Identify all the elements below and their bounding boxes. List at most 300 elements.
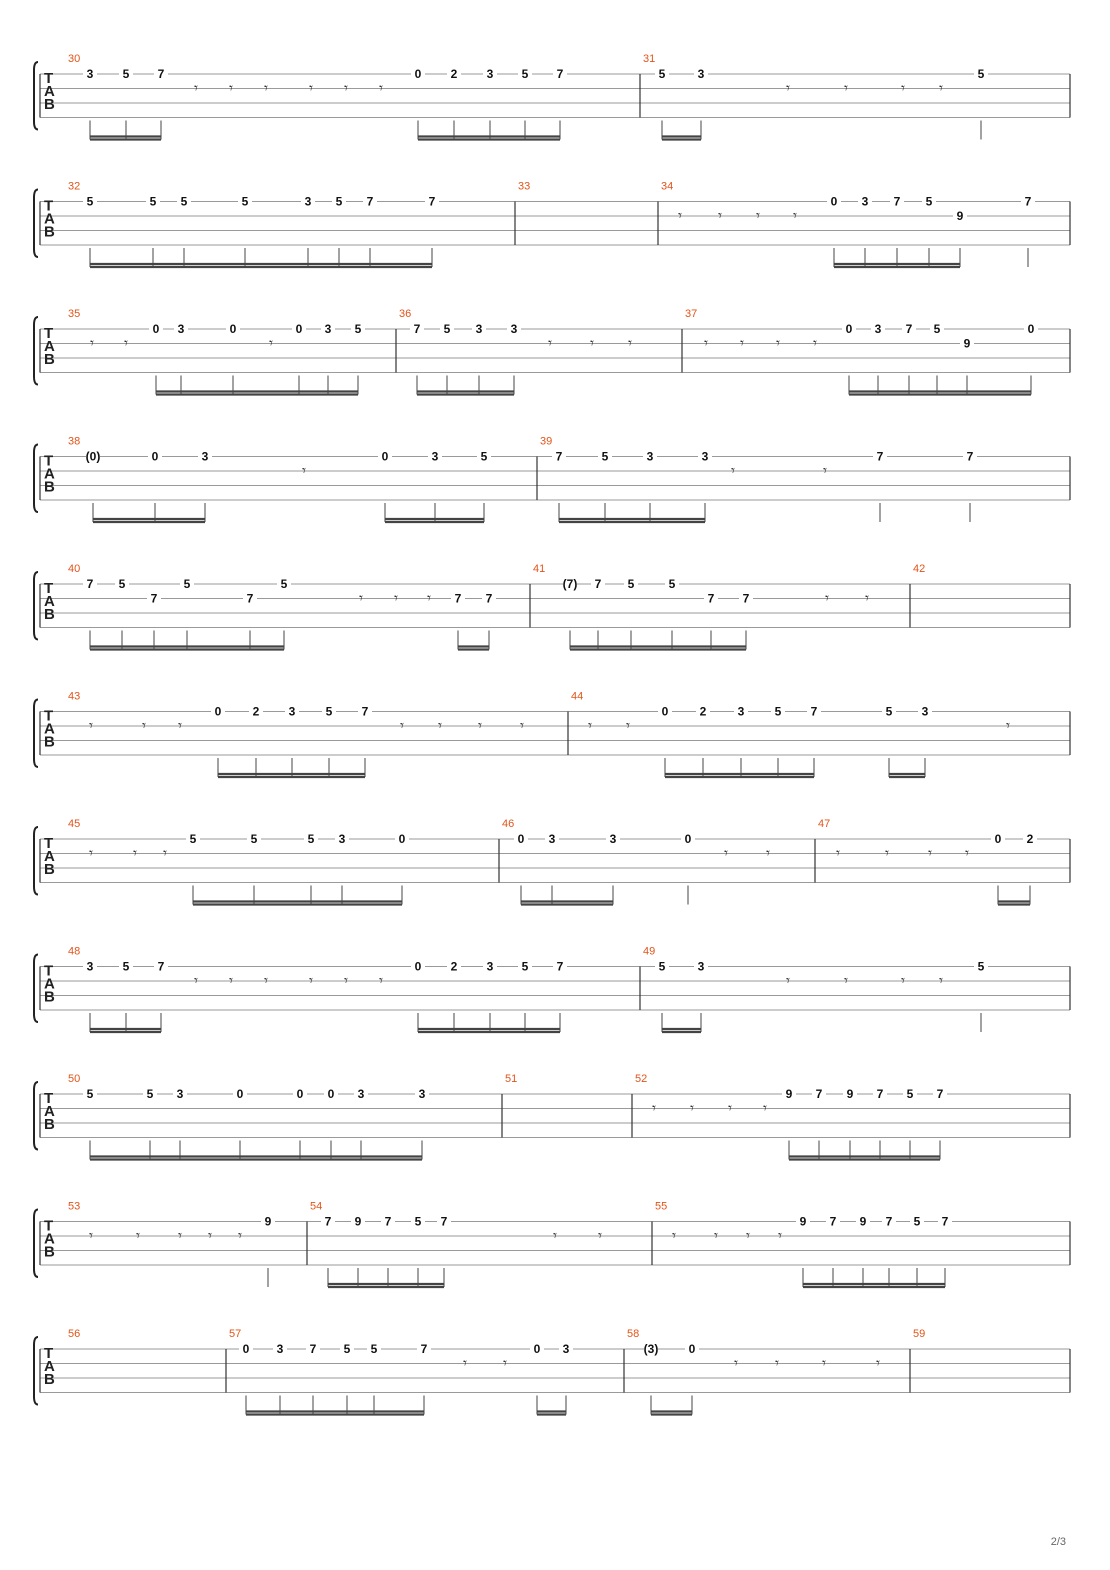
fret-number: 7 xyxy=(309,1342,317,1356)
fret-number: 0 xyxy=(533,1342,541,1356)
fret-number: 3 xyxy=(874,322,882,336)
measure-number: 59 xyxy=(913,1328,926,1340)
tab-clef: B xyxy=(44,351,55,368)
fret-number: 5 xyxy=(122,959,130,974)
measure-number: 50 xyxy=(68,1073,81,1085)
fret-number: 7 xyxy=(742,591,750,606)
rest-symbol: 𝄾 xyxy=(89,844,93,862)
fret-number: 0 xyxy=(414,67,422,81)
tab-clef: A xyxy=(44,1230,55,1248)
rest-symbol: 𝄾 xyxy=(400,716,404,735)
fret-number: 7 xyxy=(485,591,493,606)
fret-number: 5 xyxy=(885,704,893,719)
tab-clef: B xyxy=(44,96,55,113)
fret-number: 7 xyxy=(876,1087,884,1101)
tab-clef: B xyxy=(44,861,55,878)
rest-symbol: 𝄾 xyxy=(229,971,233,990)
fret-number: 0 xyxy=(236,1087,244,1101)
tab-clef: B xyxy=(44,478,55,496)
fret-number: 3 xyxy=(357,1087,365,1101)
fret-number: 5 xyxy=(521,67,529,81)
tab-clef: T xyxy=(44,325,54,342)
rest-symbol: 𝄾 xyxy=(724,844,728,862)
rest-symbol: 𝄾 xyxy=(939,971,943,990)
fret-number: 0 xyxy=(661,704,669,719)
measure-number: 45 xyxy=(68,818,81,830)
fret-number: 2 xyxy=(252,704,260,719)
measure-number: 47 xyxy=(818,818,831,830)
fret-number: 0 xyxy=(517,832,525,846)
fret-number: 3 xyxy=(177,322,185,336)
fret-number: 0 xyxy=(398,832,406,846)
measure-number: 37 xyxy=(685,308,698,320)
fret-number: 5 xyxy=(343,1342,351,1356)
tab-system xyxy=(34,946,1070,1033)
rest-symbol: 𝄾 xyxy=(89,1226,93,1245)
fret-number: 5 xyxy=(122,67,130,81)
fret-number: 5 xyxy=(925,194,933,209)
rest-symbol: 𝄾 xyxy=(718,206,722,225)
rest-symbol: 𝄾 xyxy=(344,971,348,990)
fret-number: 3 xyxy=(486,67,494,81)
fret-number: 5 xyxy=(627,577,635,591)
rest-symbol: 𝄾 xyxy=(786,971,790,990)
fret-number: 5 xyxy=(370,1342,378,1356)
fret-number: 0 xyxy=(994,832,1002,846)
fret-number: 5 xyxy=(414,1214,422,1229)
rest-symbol: 𝄾 xyxy=(678,206,682,225)
fret-number: 7 xyxy=(707,591,715,606)
rest-symbol: 𝄾 xyxy=(598,1226,602,1245)
rest-symbol: 𝄾 xyxy=(238,1226,242,1245)
measure-number: 51 xyxy=(505,1073,518,1085)
fret-number: 5 xyxy=(977,959,985,974)
fret-number: 0 xyxy=(151,449,159,464)
measure-number: 54 xyxy=(310,1200,323,1213)
rest-symbol: 𝄾 xyxy=(734,1354,738,1372)
fret-number: 0 xyxy=(414,959,422,974)
fret-number: 0 xyxy=(242,1342,250,1356)
fret-number: 3 xyxy=(276,1342,284,1356)
system-brace xyxy=(34,955,38,1023)
fret-number: 5 xyxy=(774,704,782,719)
fret-number: 5 xyxy=(146,1087,154,1101)
tab-clef: T xyxy=(44,197,54,215)
fret-number: 7 xyxy=(829,1214,837,1229)
rest-symbol: 𝄾 xyxy=(813,334,817,352)
rest-symbol: 𝄾 xyxy=(928,844,932,862)
tab-clef: A xyxy=(44,848,55,865)
rest-symbol: 𝄾 xyxy=(394,589,398,607)
tab-clef: A xyxy=(44,465,55,483)
tab-system xyxy=(34,563,1070,650)
rest-symbol: 𝄾 xyxy=(731,461,735,480)
rest-symbol: 𝄾 xyxy=(133,844,137,862)
rest-symbol: 𝄾 xyxy=(652,1099,656,1117)
rest-symbol: 𝄾 xyxy=(124,334,128,352)
fret-number: 5 xyxy=(250,832,258,846)
measure-number: 33 xyxy=(518,180,531,193)
measure-number: 43 xyxy=(68,690,81,703)
fret-number: 5 xyxy=(658,959,666,974)
fret-number: 7 xyxy=(966,449,974,464)
rest-symbol: 𝄾 xyxy=(503,1354,507,1372)
fret-number: 5 xyxy=(354,322,362,336)
rest-symbol: 𝄾 xyxy=(626,716,630,735)
system-brace xyxy=(34,62,38,130)
fret-number: (0) xyxy=(85,449,101,464)
system-brace xyxy=(34,1082,38,1150)
system-brace xyxy=(34,700,38,768)
rest-symbol: 𝄾 xyxy=(704,334,708,352)
fret-number: 3 xyxy=(431,449,439,464)
tab-clef: A xyxy=(44,83,55,100)
fret-number: 7 xyxy=(905,322,913,336)
rest-symbol: 𝄾 xyxy=(590,334,594,352)
tab-system xyxy=(34,1201,1070,1288)
fret-number: 5 xyxy=(325,704,333,719)
fret-number: 2 xyxy=(1026,832,1034,846)
fret-number: 3 xyxy=(697,959,705,974)
measure-number: 40 xyxy=(68,563,81,575)
fret-number: 0 xyxy=(1027,322,1035,336)
rest-symbol: 𝄾 xyxy=(163,844,167,862)
system-brace xyxy=(34,445,38,513)
fret-number: 9 xyxy=(859,1214,867,1229)
tab-system xyxy=(34,308,1070,395)
measure-number: 42 xyxy=(913,563,926,575)
rest-symbol: 𝄾 xyxy=(825,589,829,607)
rest-symbol: 𝄾 xyxy=(836,844,840,862)
tab-clef: A xyxy=(44,720,55,738)
fret-number: 3 xyxy=(418,1087,426,1101)
rest-symbol: 𝄾 xyxy=(763,1099,767,1117)
rest-symbol: 𝄾 xyxy=(822,1354,826,1372)
fret-number: 2 xyxy=(450,67,458,81)
fret-number: 3 xyxy=(86,959,94,974)
rest-symbol: 𝄾 xyxy=(885,844,889,862)
measure-number: 38 xyxy=(68,435,81,448)
fret-number: 3 xyxy=(324,322,332,336)
tab-clef: A xyxy=(44,1358,55,1375)
fret-number: 3 xyxy=(86,67,94,81)
fret-number: 5 xyxy=(86,1087,94,1101)
rest-symbol: 𝄾 xyxy=(463,1354,467,1372)
rest-symbol: 𝄾 xyxy=(264,79,268,97)
measure-number: 44 xyxy=(571,690,584,703)
fret-number: 3 xyxy=(562,1342,570,1356)
page-number: 2/3 xyxy=(1050,1536,1066,1548)
fret-number: (3) xyxy=(643,1342,659,1356)
measure-number: 48 xyxy=(68,945,81,958)
tab-clef: A xyxy=(44,593,55,610)
fret-number: 7 xyxy=(594,577,602,591)
rest-symbol: 𝄾 xyxy=(438,716,442,735)
fret-number: 5 xyxy=(913,1214,921,1229)
fret-number: 7 xyxy=(157,959,165,974)
fret-number: 7 xyxy=(885,1214,893,1229)
fret-number: 5 xyxy=(480,449,488,464)
fret-number: 7 xyxy=(86,577,94,591)
fret-number: 3 xyxy=(646,449,654,464)
fret-number: 2 xyxy=(699,704,707,719)
fret-number: 5 xyxy=(180,194,188,209)
fret-number: 3 xyxy=(176,1087,184,1101)
rest-symbol: 𝄾 xyxy=(478,716,482,735)
fret-number: 9 xyxy=(264,1214,272,1229)
tab-system xyxy=(34,53,1070,140)
tab-clef: T xyxy=(44,452,54,470)
system-brace xyxy=(34,317,38,385)
rest-symbol: 𝄾 xyxy=(844,971,848,990)
tab-system xyxy=(34,436,1070,523)
fret-number: 5 xyxy=(601,449,609,464)
fret-number: 5 xyxy=(658,67,666,81)
rest-symbol: 𝄾 xyxy=(965,844,969,862)
tab-clef: T xyxy=(44,1217,54,1235)
fret-number: 5 xyxy=(189,832,197,846)
fret-number: 3 xyxy=(861,194,869,209)
fret-number: 3 xyxy=(288,704,296,719)
tab-clef: T xyxy=(44,962,54,980)
fret-number: 7 xyxy=(876,449,884,464)
rest-symbol: 𝄾 xyxy=(876,1354,880,1372)
rest-symbol: 𝄾 xyxy=(344,79,348,97)
rest-symbol: 𝄾 xyxy=(379,971,383,990)
rest-symbol: 𝄾 xyxy=(178,1226,182,1245)
tab-clef: A xyxy=(44,975,55,993)
rest-symbol: 𝄾 xyxy=(553,1226,557,1245)
measure-number: 34 xyxy=(661,180,674,193)
fret-number: 5 xyxy=(118,577,126,591)
fret-number: 3 xyxy=(338,832,346,846)
measure-number: 30 xyxy=(68,53,81,65)
fret-number: 7 xyxy=(556,67,564,81)
rest-symbol: 𝄾 xyxy=(672,1226,676,1245)
rest-symbol: 𝄾 xyxy=(776,334,780,352)
rest-symbol: 𝄾 xyxy=(142,716,146,735)
rest-symbol: 𝄾 xyxy=(379,79,383,97)
fret-number: 0 xyxy=(214,704,222,719)
rest-symbol: 𝄾 xyxy=(136,1226,140,1245)
measure-number: 36 xyxy=(399,308,412,320)
measure-number: 39 xyxy=(540,435,553,448)
rest-symbol: 𝄾 xyxy=(89,716,93,735)
measure-number: 32 xyxy=(68,180,81,193)
measure-number: 58 xyxy=(627,1328,640,1340)
fret-number: 7 xyxy=(413,322,421,336)
tab-clef: T xyxy=(44,835,54,852)
fret-number: 5 xyxy=(86,194,94,209)
tab-clef: B xyxy=(44,223,55,241)
system-brace xyxy=(34,1210,38,1278)
tab-clef: T xyxy=(44,1345,54,1362)
tab-clef: A xyxy=(44,210,55,228)
fret-number: 7 xyxy=(428,194,436,209)
rest-symbol: 𝄾 xyxy=(309,79,313,97)
tab-clef: B xyxy=(44,733,55,751)
fret-number: 3 xyxy=(475,322,483,336)
tab-clef: T xyxy=(44,580,54,597)
tab-clef: T xyxy=(44,707,54,725)
fret-number: 9 xyxy=(956,209,964,223)
fret-number: 7 xyxy=(810,704,818,719)
fret-number: 3 xyxy=(609,832,617,846)
fret-number: 7 xyxy=(556,959,564,974)
measure-number: 52 xyxy=(635,1073,648,1085)
measure-number: 49 xyxy=(643,945,656,958)
fret-number: 7 xyxy=(150,591,158,606)
measure-number: 57 xyxy=(229,1328,242,1340)
tab-clef: B xyxy=(44,606,55,623)
rest-symbol: 𝄾 xyxy=(264,971,268,990)
fret-number: 3 xyxy=(201,449,209,464)
fret-number: 0 xyxy=(830,194,838,209)
tab-clef: B xyxy=(44,1116,55,1133)
rest-symbol: 𝄾 xyxy=(778,1226,782,1245)
tab-system xyxy=(34,1073,1070,1160)
rest-symbol: 𝄾 xyxy=(90,334,94,352)
fret-number: 9 xyxy=(963,336,971,351)
rest-symbol: 𝄾 xyxy=(714,1226,718,1245)
fret-number: 7 xyxy=(454,591,462,606)
fret-number: 0 xyxy=(688,1342,696,1356)
fret-number: 0 xyxy=(296,1087,304,1101)
fret-number: 5 xyxy=(906,1087,914,1101)
fret-number: 9 xyxy=(846,1087,854,1101)
measure-number: 56 xyxy=(68,1328,81,1340)
rest-symbol: 𝄾 xyxy=(208,1226,212,1245)
fret-number: 7 xyxy=(1024,194,1032,209)
tab-system xyxy=(34,181,1070,268)
fret-number: 5 xyxy=(668,577,676,591)
fret-number: 5 xyxy=(977,67,985,81)
fret-number: 9 xyxy=(354,1214,362,1229)
fret-number: 7 xyxy=(815,1087,823,1101)
tab-system xyxy=(34,1328,1070,1415)
fret-number: 5 xyxy=(149,194,157,209)
measure-number: 53 xyxy=(68,1200,81,1213)
rest-symbol: 𝄾 xyxy=(427,589,431,607)
fret-number: 5 xyxy=(241,194,249,209)
fret-number: 3 xyxy=(737,704,745,719)
fret-number: 5 xyxy=(443,322,451,336)
fret-number: 9 xyxy=(785,1087,793,1101)
tab-system xyxy=(34,818,1070,905)
fret-number: 7 xyxy=(157,67,165,81)
fret-number: 0 xyxy=(845,322,853,336)
fret-number: 5 xyxy=(183,577,191,591)
fret-number: 0 xyxy=(327,1087,335,1101)
fret-number: 5 xyxy=(335,194,343,209)
fret-number: 2 xyxy=(450,959,458,974)
measure-number: 35 xyxy=(68,308,81,320)
rest-symbol: 𝄾 xyxy=(194,971,198,990)
tab-clef: T xyxy=(44,70,54,87)
fret-number: 7 xyxy=(324,1214,332,1229)
tab-clef: A xyxy=(44,1103,55,1120)
fret-number: 7 xyxy=(420,1342,428,1356)
rest-symbol: 𝄾 xyxy=(359,589,363,607)
fret-number: 0 xyxy=(381,449,389,464)
rest-symbol: 𝄾 xyxy=(628,334,632,352)
tab-system xyxy=(34,691,1070,778)
rest-symbol: 𝄾 xyxy=(901,971,905,990)
rest-symbol: 𝄾 xyxy=(865,589,869,607)
fret-number: 7 xyxy=(246,591,254,606)
measure-number: 55 xyxy=(655,1200,668,1213)
measure-number: 41 xyxy=(533,563,546,575)
fret-number: 3 xyxy=(548,832,556,846)
rest-symbol: 𝄾 xyxy=(766,844,770,862)
fret-number: 5 xyxy=(521,959,529,974)
fret-number: 7 xyxy=(936,1087,944,1101)
system-brace xyxy=(34,827,38,895)
rest-symbol: 𝄾 xyxy=(793,206,797,225)
fret-number: 0 xyxy=(152,322,160,336)
rest-symbol: 𝄾 xyxy=(194,79,198,97)
rest-symbol: 𝄾 xyxy=(823,461,827,480)
measure-number: 46 xyxy=(502,818,515,830)
fret-number: 7 xyxy=(361,704,369,719)
rest-symbol: 𝄾 xyxy=(786,79,790,97)
rest-symbol: 𝄾 xyxy=(756,206,760,225)
rest-symbol: 𝄾 xyxy=(775,1354,779,1372)
rest-symbol: 𝄾 xyxy=(548,334,552,352)
fret-number: 3 xyxy=(921,704,929,719)
fret-number: 7 xyxy=(941,1214,949,1229)
rest-symbol: 𝄾 xyxy=(309,971,313,990)
tab-clef: T xyxy=(44,1090,54,1107)
rest-symbol: 𝄾 xyxy=(728,1099,732,1117)
rest-symbol: 𝄾 xyxy=(740,334,744,352)
fret-number: 3 xyxy=(304,194,312,209)
fret-number: 9 xyxy=(799,1214,807,1229)
rest-symbol: 𝄾 xyxy=(690,1099,694,1117)
rest-symbol: 𝄾 xyxy=(746,1226,750,1245)
fret-number: 7 xyxy=(366,194,374,209)
tab-clef: B xyxy=(44,1243,55,1261)
rest-symbol: 𝄾 xyxy=(520,716,524,735)
fret-number: 0 xyxy=(229,322,237,336)
fret-number: 3 xyxy=(697,67,705,81)
fret-number: 3 xyxy=(701,449,709,464)
tab-clef: B xyxy=(44,988,55,1006)
fret-number: 0 xyxy=(295,322,303,336)
rest-symbol: 𝄾 xyxy=(229,79,233,97)
rest-symbol: 𝄾 xyxy=(901,79,905,97)
fret-number: 7 xyxy=(384,1214,392,1229)
rest-symbol: 𝄾 xyxy=(1006,716,1010,735)
rest-symbol: 𝄾 xyxy=(939,79,943,97)
system-brace xyxy=(34,1337,38,1405)
system-brace xyxy=(34,190,38,258)
rest-symbol: 𝄾 xyxy=(178,716,182,735)
rest-symbol: 𝄾 xyxy=(844,79,848,97)
system-brace xyxy=(34,572,38,640)
tab-clef: B xyxy=(44,1371,55,1388)
fret-number: (7) xyxy=(562,577,578,591)
measure-number: 31 xyxy=(643,53,656,65)
fret-number: 7 xyxy=(555,449,563,464)
fret-number: 5 xyxy=(933,322,941,336)
tab-clef: A xyxy=(44,338,55,355)
rest-symbol: 𝄾 xyxy=(302,461,306,480)
fret-number: 5 xyxy=(280,577,288,591)
fret-number: 0 xyxy=(684,832,692,846)
fret-number: 3 xyxy=(486,959,494,974)
fret-number: 5 xyxy=(307,832,315,846)
